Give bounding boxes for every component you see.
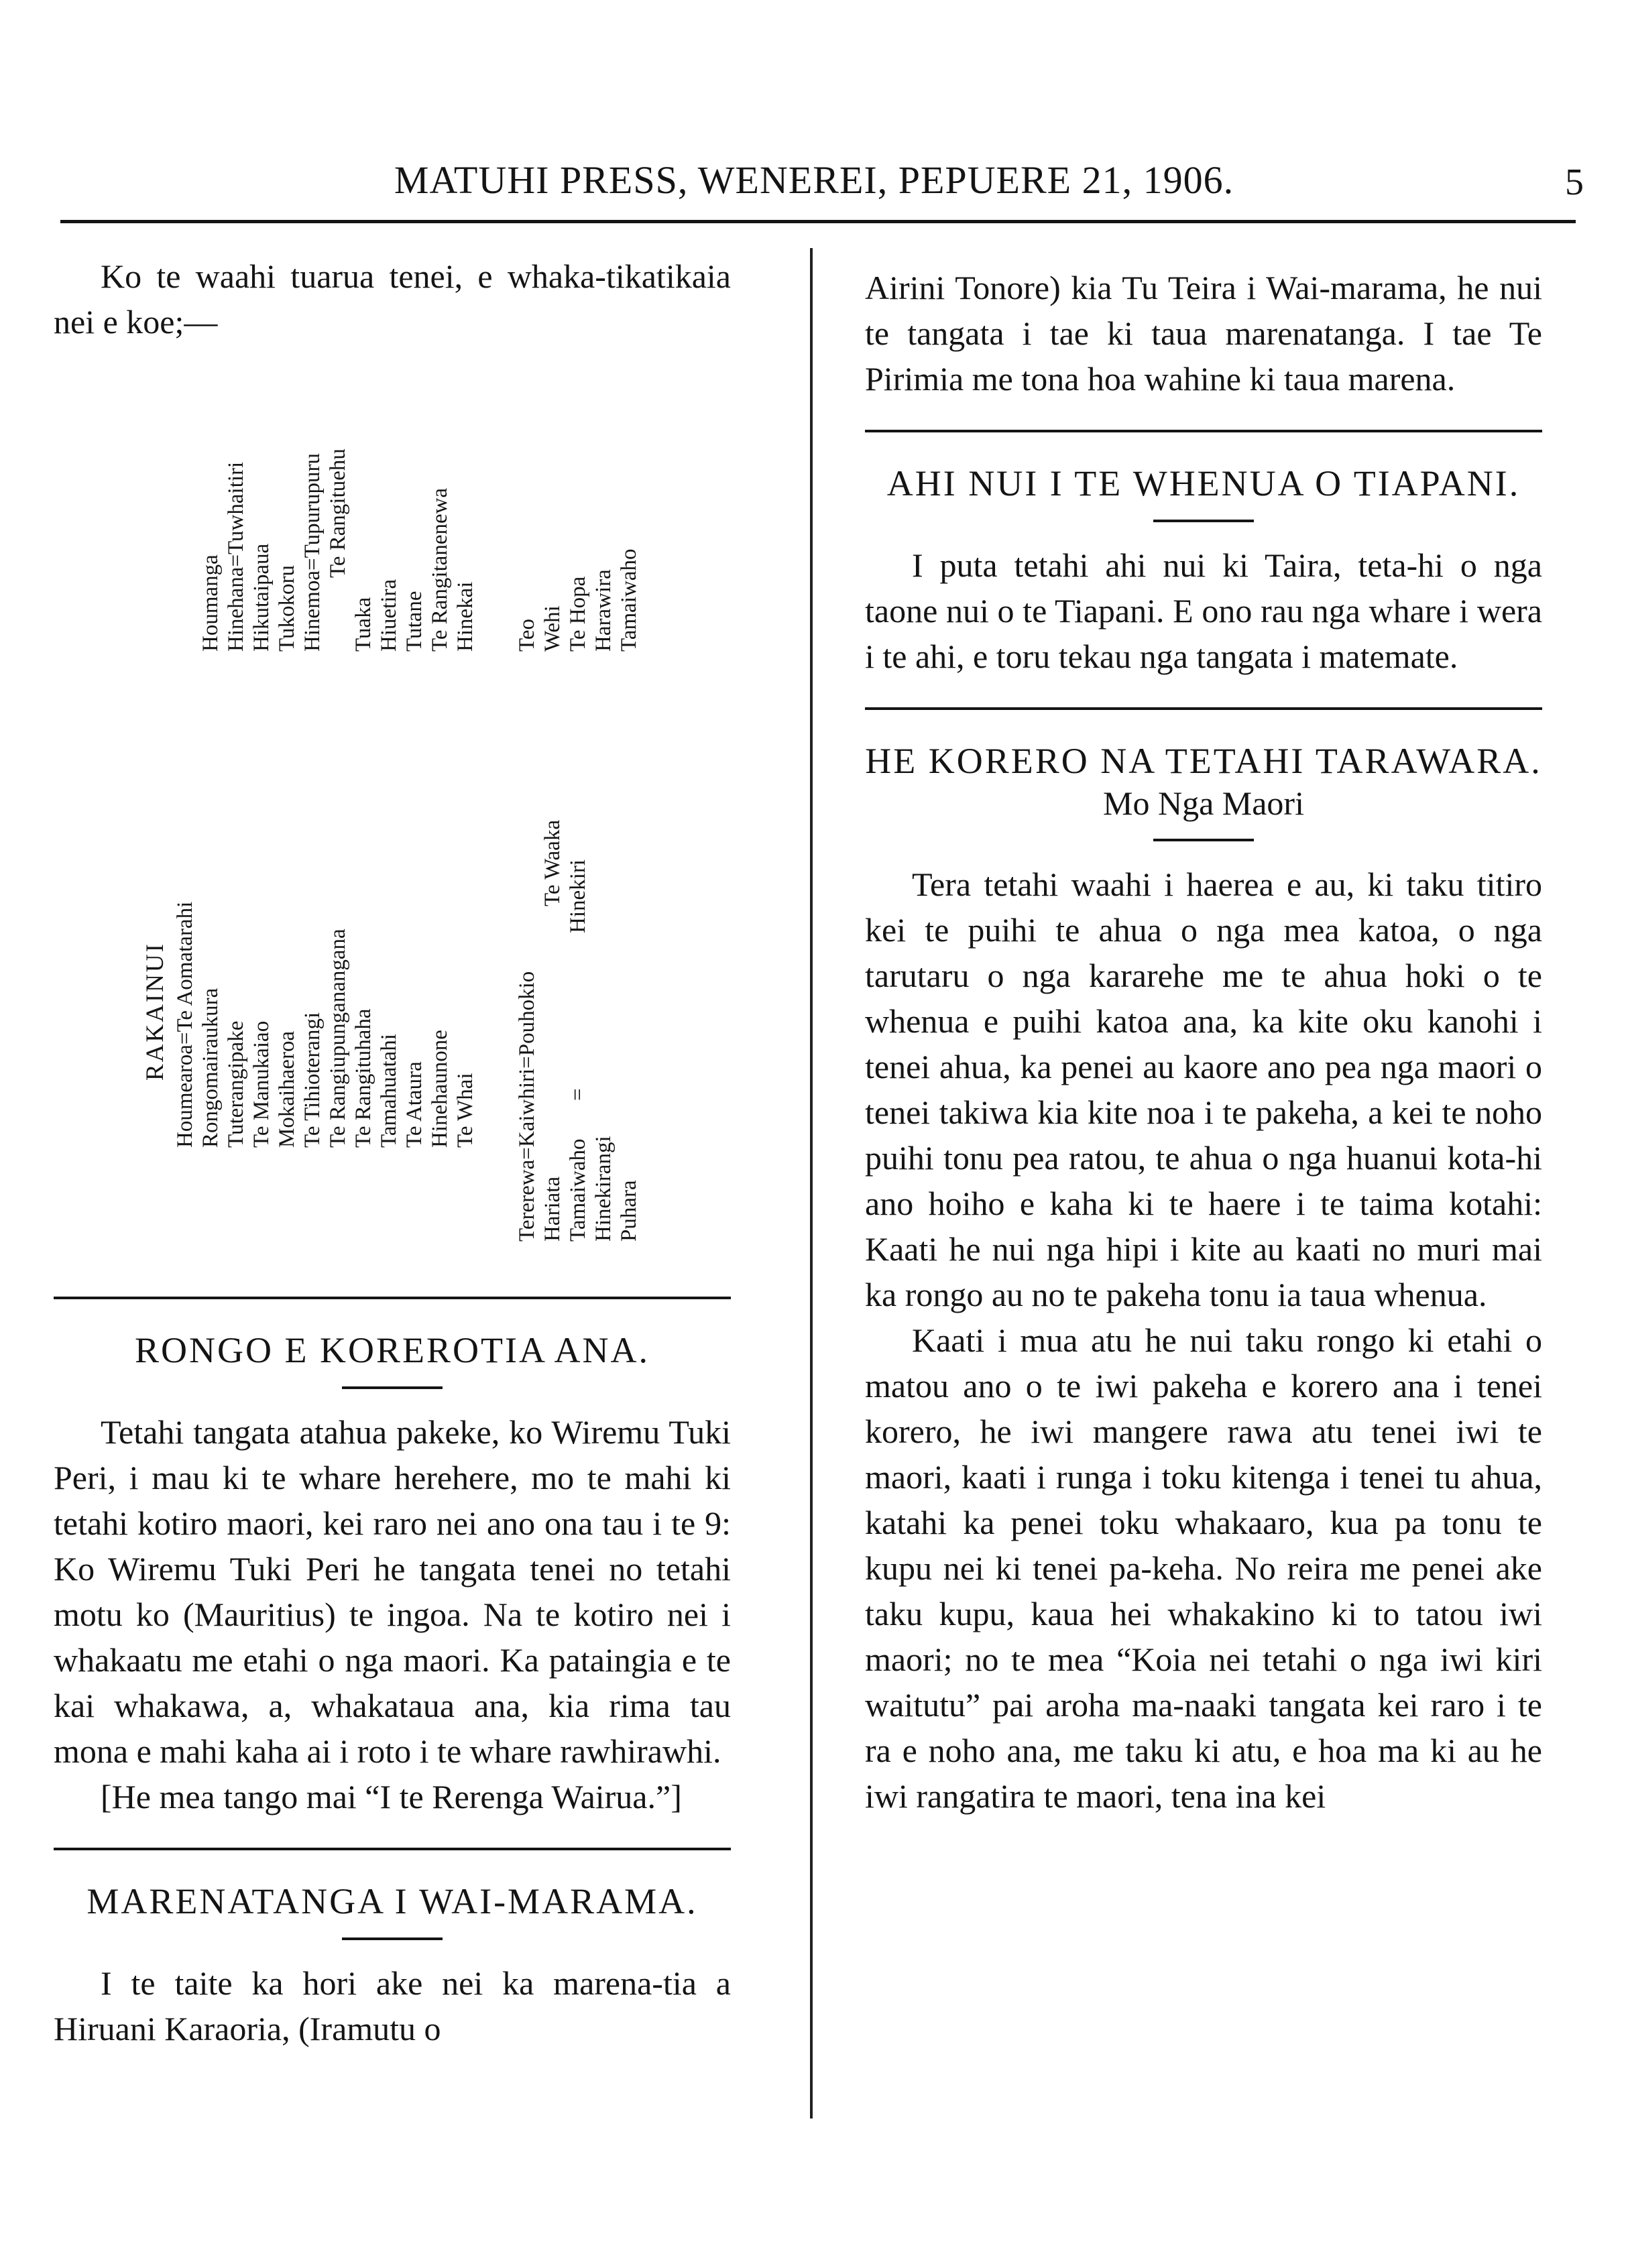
genealogy-name: Tererewa=Kaiwhiri=Pouhokio xyxy=(515,971,539,1242)
section-rule xyxy=(865,707,1542,710)
section-rule xyxy=(54,1848,731,1850)
article-title-korero: HE KORERO NA TETAHI TARAWARA. xyxy=(865,741,1542,781)
title-underline xyxy=(1153,520,1254,522)
genealogy-name: Puhara xyxy=(617,1180,641,1242)
title-underline xyxy=(1153,839,1254,841)
genealogy-name: Hinekiri xyxy=(566,859,590,933)
genealogy-name: Mokaihaeroa xyxy=(275,1030,299,1148)
masthead: MATUHI PRESS, WENEREI, PEPUERE 21, 1906. xyxy=(394,158,1234,202)
left-column xyxy=(54,253,731,2051)
genealogy-name: Teo xyxy=(515,618,539,652)
genealogy-name: Te Hopa xyxy=(566,576,590,652)
genealogy-name: RAKAINUI xyxy=(141,942,169,1081)
genealogy-intro: Ko te waahi tuarua tenei, e whaka-tikatikaia nei e koe;— xyxy=(54,257,731,341)
genealogy-name: Te Manukaiao xyxy=(249,1020,274,1148)
genealogy-name: Hariata xyxy=(540,1176,565,1242)
genealogy-name: Te Waaka xyxy=(540,819,565,906)
article-body-rongo: Tetahi tangata atahua pakeke, ko Wiremu Tuki Peri, i mau ki te whare herehere, mo te mahi ki tetahi kotiro maori, kei raro nei ano ona tau i te 9: Ko Wiremu Tuki Peri he tangata tenei no tetahi motu ko (Mauritius) te ingoa. Na te kotiro nei i whakaatu me etahi o nga maori. Ka pataingia e te kai whakawa, a, whakataua ana, kia rima tau mona e mahi kaha ai i roto i te whare rawhirawhi. xyxy=(54,1413,731,1770)
genealogy-name: Tuterangipake xyxy=(224,1020,248,1148)
genealogy-name: Tukokoru xyxy=(275,565,299,652)
genealogy-name: Te Ataura xyxy=(402,1061,426,1148)
genealogy-name: Te Rangiupunganangana xyxy=(326,929,350,1148)
genealogy-name: Te Rangituehu xyxy=(326,449,350,578)
article-body-marena: I te taite ka hori ake nei ka marena-tia a Hiruani Karaoria, (Iramutu o xyxy=(54,1964,731,2047)
genealogy-name: Tamahuatahi xyxy=(377,1034,401,1148)
genealogy-name: Hiuetira xyxy=(377,579,401,652)
title-underline xyxy=(342,1386,443,1389)
genealogy-name: = xyxy=(566,1088,590,1101)
genealogy-name: Rongomairaukura xyxy=(198,988,223,1148)
article-title-ahi: AHI NUI I TE WHENUA O TIAPANI. xyxy=(886,463,1521,503)
article-title-marena: MARENATANGA I WAI-MARAMA. xyxy=(86,1881,698,1921)
article-title-rongo: RONGO E KOREROTIA ANA. xyxy=(135,1330,650,1370)
column-divider xyxy=(810,248,813,2118)
page-number: 5 xyxy=(1565,162,1584,203)
genealogy-name: Tamaiwaho xyxy=(617,548,641,652)
genealogy-name: Hikutaipaua xyxy=(249,543,274,652)
genealogy-name: Tamaiwaho xyxy=(566,1138,590,1242)
genealogy-table xyxy=(54,357,731,1268)
genealogy-name: Harawira xyxy=(591,569,616,652)
article-body-ahi: I puta tetahi ahi nui ki Taira, teta-hi o nga taone nui o te Tiapani. E ono rau nga whare i wera i te ahi, e toru tekau nga tangata i matemate. xyxy=(865,546,1542,675)
genealogy-name: Hinehaunone xyxy=(428,1030,452,1148)
article-subtitle-korero: Mo Nga Maori xyxy=(1103,784,1304,822)
genealogy-name: Te Whai xyxy=(453,1073,477,1148)
genealogy-name: Te Tihioterangi xyxy=(300,1012,325,1148)
title-underline xyxy=(342,1937,443,1940)
genealogy-name: Wehi xyxy=(540,605,565,652)
header-rule xyxy=(60,220,1576,223)
genealogy-name: Tuaka xyxy=(351,597,375,652)
genealogy-name: Te Rangitanenewa xyxy=(428,487,452,652)
genealogy-name: Hinehana=Tuwhaitiri xyxy=(224,461,248,652)
genealogy-name: Houmearoa=Te Aomatarahi xyxy=(173,901,197,1148)
section-rule xyxy=(54,1297,731,1299)
genealogy-name: Te Rangituhaha xyxy=(351,1008,375,1148)
section-rule xyxy=(865,430,1542,432)
genealogy-name: Hinekirangi xyxy=(591,1136,616,1242)
genealogy-name: Tutane xyxy=(402,591,426,652)
right-column xyxy=(865,265,1542,1819)
genealogy-name: Hinemoa=Tupurupuru xyxy=(300,453,325,652)
article-continuation-marena: Airini Tonore) kia Tu Teira i Wai-marama, he nui te tangata i tae ki taua marenatanga. I tae Te Pirimia me tona hoa wahine ki taua marena. xyxy=(865,269,1542,398)
genealogy-name: Houmanga xyxy=(198,554,223,652)
article-source-rongo: [He mea tango mai “I te Rerenga Wairua.”] xyxy=(101,1778,682,1815)
article-body-korero-1: Tera tetahi waahi i haerea e au, ki taku titiro kei te puihi te ahua o nga mea katoa, o nga tarutaru o nga kararehe me te ahua hoki o te whenua e puihi katoa ana, ka kite oku kanohi i tenei ahua, ka penei au kaore ano pea nga maori o tenei takiwa kia kite noa i te pakeha, a kei te noho puihi tonu pea ratou, te ahua o nga huanui kota-hi ano hoiho e kaha ki te haere i te taima kotahi: Kaati he nui nga hipi i kite au kaati no muri mai ka rongo au no te pakeha tonu ia taua whenua. xyxy=(865,866,1542,1313)
article-body-korero-2: Kaati i mua atu he nui taku rongo ki etahi o matou ano o te iwi pakeha e korero ana i tenei korero, he iwi mangere rawa atu tenei iwi te maori, kaati i runga i toku kitenga i tenei tu ahua, katahi ka penei toku whakaaro, kua pa tonu te kupu nei ki tenei pa-keha. No reira me penei ake taku kupu, kaua hei whakakino ki to tatou iwi maori; no te mea “Koia nei tetahi o nga iwi kiri waitutu” pai aroha ma-naaki tangata kei raro i te ra e noho ana, me taku ki atu, e hoa ma ki au he iwi rangatira te maori, tena ina kei xyxy=(865,1321,1542,1815)
genealogy-name: Hinekai xyxy=(453,581,477,652)
